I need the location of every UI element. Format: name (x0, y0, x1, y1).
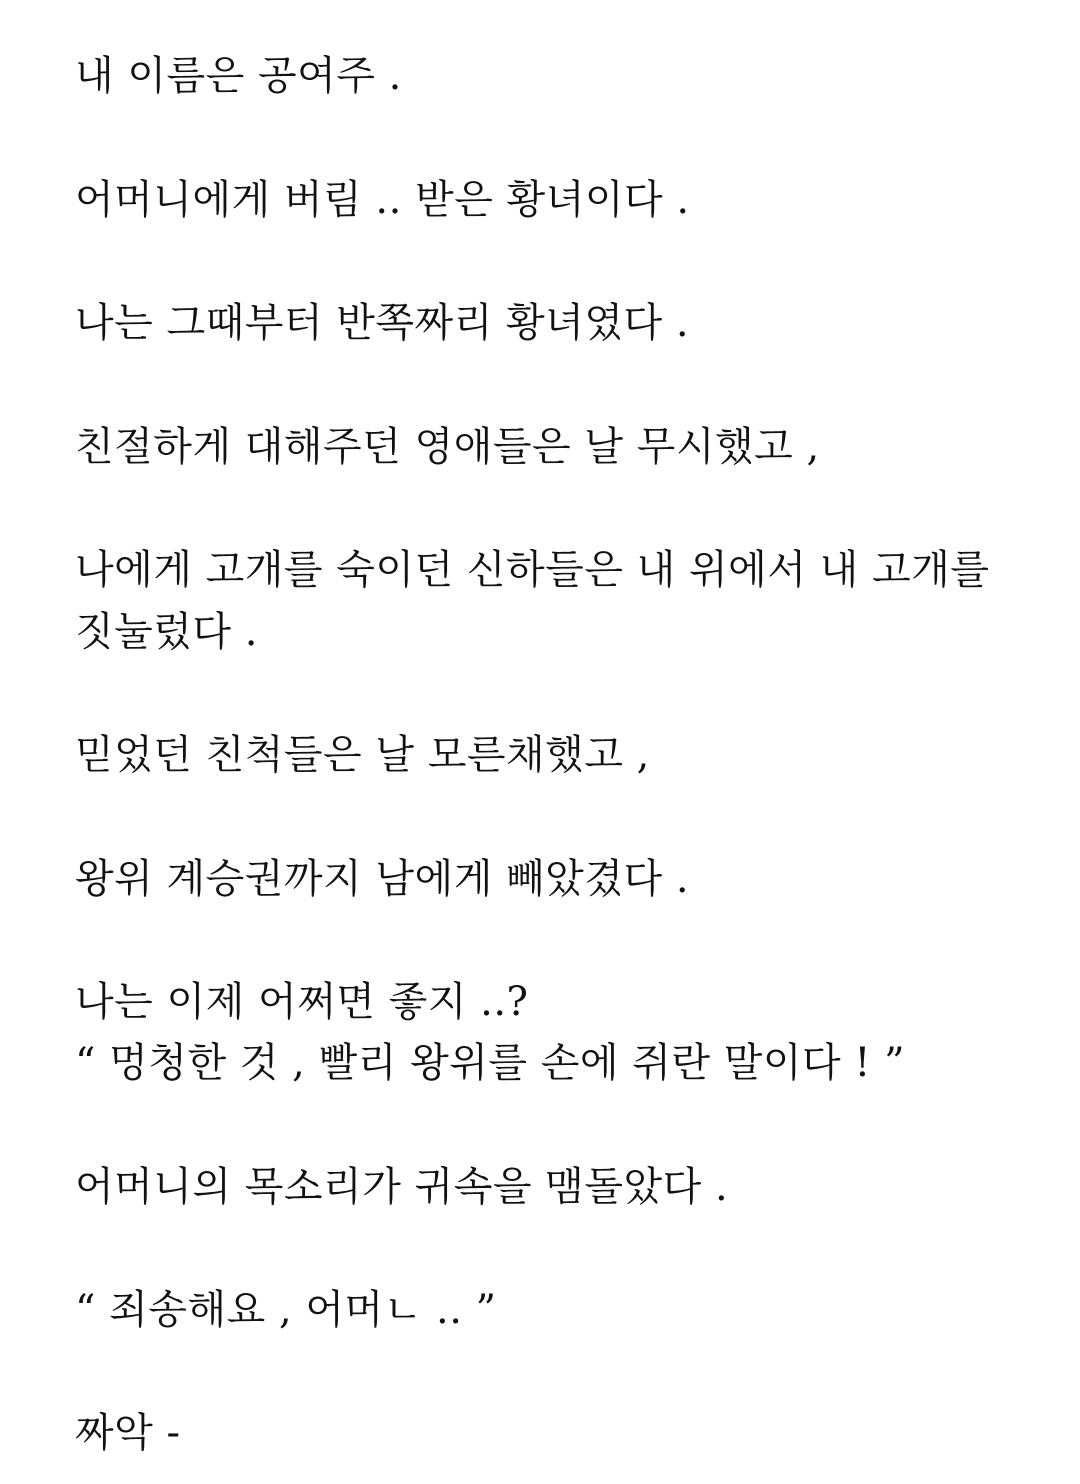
text-line: 나는 그때부터 반쪽짜리 황녀였다 . (75, 300, 690, 346)
text-line: 짓눌렀다 . (75, 609, 258, 655)
text-line: 어머니에게 버림 .. 받은 황녀이다 . (75, 177, 690, 223)
text-line: 친절하게 대해주던 영애들은 날 무시했고 , (75, 424, 820, 470)
quote-line: “ 죄송해요 , 어머ㄴ .. ” (75, 1287, 497, 1333)
text-line: 나는 이제 어쩌면 좋지 ..? (75, 979, 529, 1025)
text-line: 짜악 - (75, 1410, 181, 1456)
text-line: 왕위 계승권까지 남에게 빼았겼다 . (75, 856, 690, 902)
text-line: 나에게 고개를 숙이던 신하들은 내 위에서 내 고개를 (75, 547, 990, 593)
text-line: 내 이름은 공여주 . (75, 53, 402, 99)
text-line: 어머니의 목소리가 귀속을 맴돌았다 . (75, 1164, 729, 1210)
text-line: 믿었던 친척들은 날 모른채했고 , (75, 732, 650, 778)
quote-line: “ 멍청한 것 , 빨리 왕위를 손에 쥐란 말이다 ! ” (75, 1040, 906, 1086)
